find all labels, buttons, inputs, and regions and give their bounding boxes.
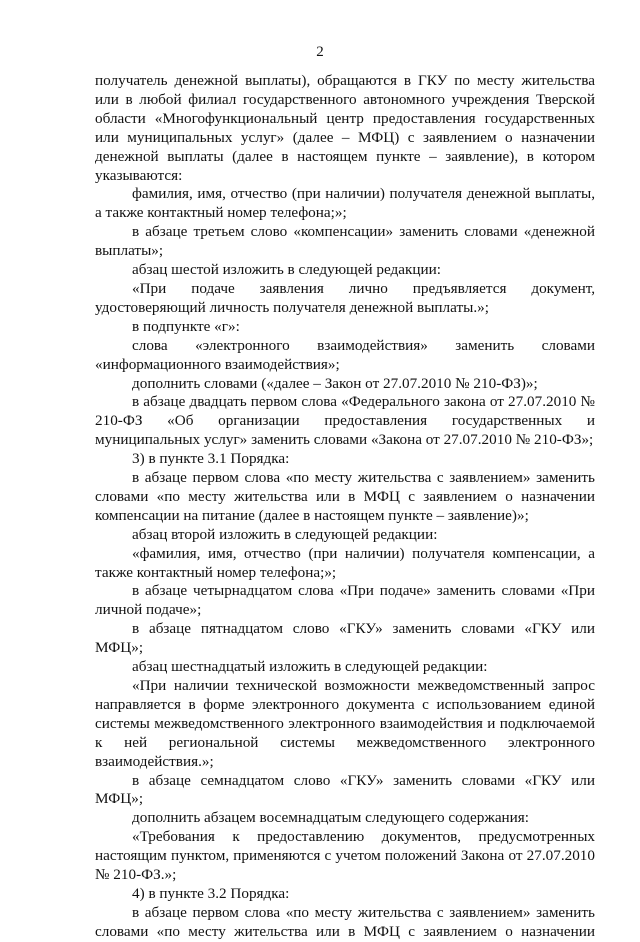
paragraph: в абзаце четырнадцатом слова «При подаче» заменить словами «При личной подаче»; xyxy=(95,582,595,619)
document-body xyxy=(95,72,595,942)
paragraph: в подпункте «г»: xyxy=(132,317,240,335)
paragraph: «фамилия, имя, отчество (при наличии) получателя компенсации, а также контактный номер телефона;»; xyxy=(95,544,595,581)
paragraph: дополнить словами («далее – Закон от 27.07.2010 № 210-ФЗ)»; xyxy=(132,374,538,392)
paragraph: слова «электронного взаимодействия» заменить словами «информационного взаимодействия»; xyxy=(95,336,595,373)
paragraph: в абзаце пятнадцатом слово «ГКУ» заменить словами «ГКУ или МФЦ»; xyxy=(95,620,595,657)
paragraph: фамилия, имя, отчество (при наличии) получателя денежной выплаты, а также контактный номер телефона;»; xyxy=(95,185,595,222)
paragraph: в абзаце третьем слово «компенсации» заменить словами «денежной выплаты»; xyxy=(95,223,595,260)
paragraph: в абзаце первом слова «по месту жительства с заявлением» заменить словами «по месту жительства или в МФЦ с заявлением о назначении компенсации на питание (далее в настоящем пункте – заявление)»; xyxy=(95,469,595,524)
paragraph: дополнить абзацем восемнадцатым следующего содержания: xyxy=(132,809,530,827)
paragraph-continues-next-page: в абзаце первом слова «по месту жительства с заявлением» заменить словами «по месту жительства или в МФЦ с заявлением о назначении xyxy=(95,903,595,940)
paragraph: «При подаче заявления лично предъявляется документ, удостоверяющий личность получателя денежной выплаты.»; xyxy=(95,279,595,316)
paragraph: абзац второй изложить в следующей редакции: xyxy=(132,525,438,543)
paragraph: абзац шестой изложить в следующей редакции: xyxy=(132,261,441,279)
paragraph: абзац шестнадцатый изложить в следующей редакции: xyxy=(132,658,488,676)
paragraph: «Требования к предоставлению документов, предусмотренных настоящим пунктом, применяются с учетом положений Закона от 27.07.2010 № 210-ФЗ.»; xyxy=(95,828,595,884)
paragraph: в абзаце двадцать первом слова «Федерального закона от 27.07.2010 № 210-ФЗ «Об организации предоставления государственных и муниципальных услуг» заменить словами «Закона от 27.07.2010 № 210-ФЗ»; xyxy=(95,393,595,449)
paragraph-continuation: получатель денежной выплаты), обращаются в ГКУ по месту жительства или в любой филиал государственного автономного учреждения Тверской области «Многофункциональный центр предоставления государственных или муниципальных услуг» (далее – МФЦ) с заявлением о назначении денежной выплаты (далее в настоящем пункте – заявление), в котором указываются: xyxy=(95,72,595,184)
paragraph: 4) в пункте 3.2 Порядка: xyxy=(132,884,290,902)
paragraph: в абзаце семнадцатом слово «ГКУ» заменить словами «ГКУ или МФЦ»; xyxy=(95,771,595,808)
paragraph: «При наличии технической возможности межведомственный запрос направляется в форме электронного документа с использованием единой системы межведомственного электронного взаимодействия и подключаемой к ней региональной системы межведомственного электронного взаимодействия.»; xyxy=(95,677,595,770)
paragraph: 3) в пункте 3.1 Порядка: xyxy=(132,450,290,468)
page-number: 2 xyxy=(316,44,324,60)
